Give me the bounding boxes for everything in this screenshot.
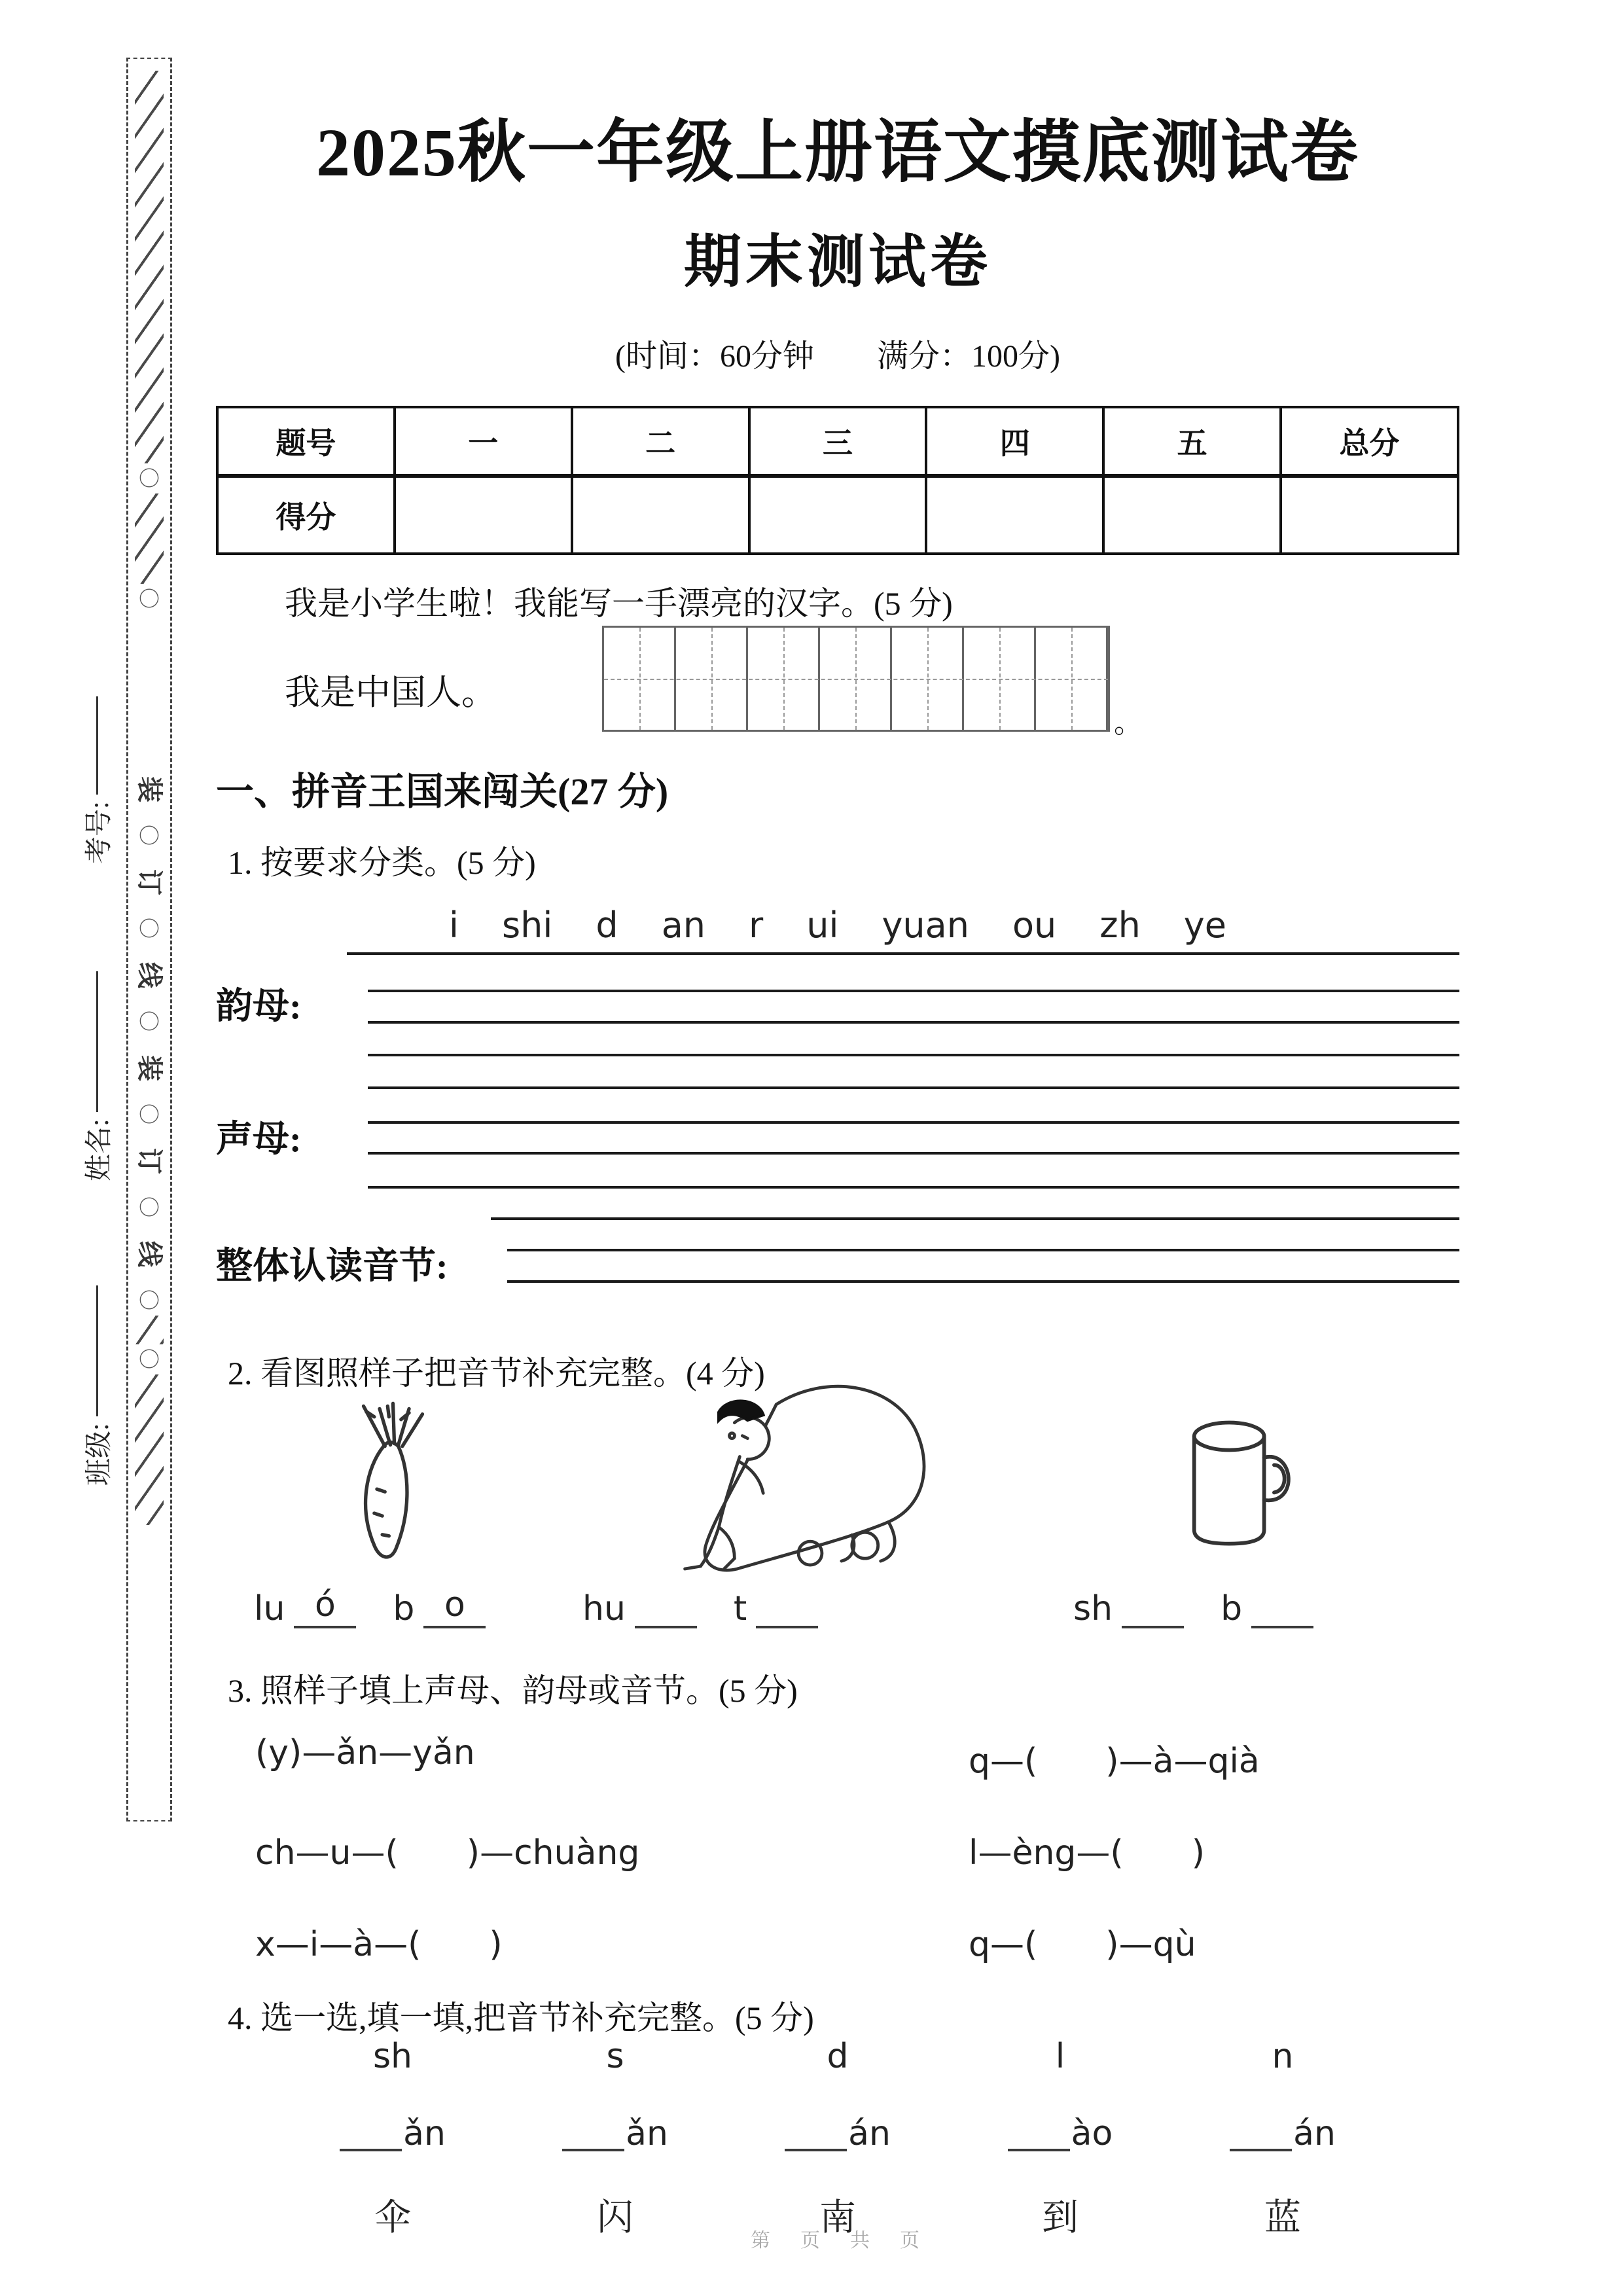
syllable-item: yuan	[882, 905, 969, 946]
q1-label: 1. 按要求分类。(5 分)	[228, 844, 536, 881]
cup-illustration	[1177, 1415, 1314, 1552]
page-footer: 第 页 共 页	[751, 2230, 925, 2251]
binding-circle: 〇	[138, 1288, 160, 1313]
pinyin-text: b	[393, 1589, 415, 1628]
q4-final: ǎn	[281, 2114, 504, 2153]
initials-label: 声母:	[216, 1119, 302, 1160]
q4-final-blank	[340, 2149, 402, 2151]
score-header-cell: 一	[395, 407, 572, 476]
class-line	[96, 1285, 98, 1416]
q4-final-blank	[1008, 2149, 1070, 2151]
whole-syllable-label: 整体认读音节:	[216, 1246, 448, 1287]
field-student-name	[77, 939, 116, 1181]
binding-circle: 〇	[138, 466, 160, 491]
q4-final: ào	[949, 2114, 1171, 2153]
intro-prompt: 我是小学生啦！我能写一手漂亮的汉字。(5 分)	[285, 585, 953, 622]
score-cell	[395, 476, 572, 554]
q4-initial: n	[1272, 2037, 1294, 2076]
answer-line	[368, 990, 1459, 992]
hatch-marks	[135, 1316, 164, 1344]
section-one-heading: 一、拼音王国来闯关(27 分)	[216, 770, 669, 813]
writing-grid	[602, 626, 1110, 732]
binding-char: 线	[135, 962, 164, 988]
pinyin-blank	[1251, 1584, 1313, 1628]
q4-character: 南	[819, 2198, 856, 2238]
hatch-marks	[135, 1374, 164, 1525]
syllable-item: ye	[1183, 905, 1226, 946]
q3-row	[255, 1825, 1433, 1916]
q4-final-blank	[1230, 2149, 1292, 2151]
copy-text: 我是中国人。	[285, 673, 497, 712]
hatch-marks	[135, 71, 164, 463]
pinyin-blank: o	[423, 1584, 486, 1628]
q4-initials-row	[281, 2037, 1394, 2076]
score-table-header-row	[217, 407, 1458, 476]
binding-circle: 〇	[138, 823, 160, 848]
score-cell	[1281, 476, 1458, 554]
grid-midline	[604, 679, 1108, 680]
q3-label: 3. 照样子填上声母、韵母或音节。(5 分)	[228, 1672, 798, 1709]
radish-illustration	[326, 1395, 460, 1572]
pinyin-blank	[635, 1584, 697, 1628]
q3-item: q—( )—qù	[969, 1925, 1196, 1964]
q4-initial: s	[606, 2037, 624, 2076]
binding-circle: 〇	[138, 1347, 160, 1372]
score-header-cell: 三	[749, 407, 927, 476]
q4-initial: d	[827, 2037, 849, 2076]
q4-grid	[281, 2037, 1394, 2241]
q2-group-cup	[1073, 1584, 1313, 1628]
q4-character: 闪	[597, 2198, 633, 2238]
pinyin-text: lu	[254, 1589, 285, 1628]
score-cell	[749, 476, 927, 554]
score-header-cell: 题号	[217, 407, 395, 476]
binding-circle: 〇	[138, 586, 160, 611]
pinyin-blank	[756, 1584, 818, 1628]
class-label: 班级:	[84, 1423, 115, 1486]
page-title: 2025秋一年级上册语文摸底测试卷	[315, 115, 1359, 190]
q4-initial: l	[1055, 2037, 1065, 2076]
answer-line	[507, 1249, 1459, 1251]
finals-label: 韵母:	[216, 986, 302, 1027]
q4-final-blank	[785, 2149, 847, 2151]
score-table-score-row	[217, 476, 1458, 554]
binding-char: 订	[135, 1148, 164, 1174]
hatch-marks	[135, 493, 164, 584]
q2-label: 2. 看图照样子把音节补充完整。(4 分)	[228, 1355, 765, 1391]
q3-item: q—( )—à—qià	[969, 1742, 1260, 1781]
score-header-cell: 二	[572, 407, 749, 476]
slide-illustration	[656, 1360, 963, 1579]
q3-rows	[255, 1733, 1433, 2008]
syllable-item: shi	[502, 905, 553, 946]
q4-final-blank	[562, 2149, 624, 2151]
q4-final: ǎn	[504, 2114, 726, 2153]
q4-finals-row	[281, 2114, 1394, 2153]
student-name-label: 姓名:	[84, 1119, 115, 1181]
binding-strip	[126, 58, 172, 1821]
exam-content	[216, 0, 1459, 2296]
answer-line	[347, 952, 1459, 955]
q4-final: án	[726, 2114, 949, 2153]
syllable-item: d	[596, 905, 618, 946]
syllable-list	[216, 905, 1459, 946]
score-cell	[926, 476, 1103, 554]
q4-character: 蓝	[1264, 2198, 1301, 2238]
q4-initial: sh	[372, 2037, 413, 2076]
binding-char: 装	[135, 776, 164, 802]
exam-no-line	[96, 696, 98, 795]
q2-group-slide	[582, 1584, 818, 1628]
exam-meta: (时间：60分钟 满分：100分)	[615, 339, 1060, 374]
answer-line	[507, 1280, 1459, 1283]
syllable-item: ou	[1012, 905, 1057, 946]
score-header-cell: 四	[926, 407, 1103, 476]
q4-character: 到	[1042, 2198, 1079, 2238]
field-class	[77, 1253, 116, 1486]
syllable-item: an	[661, 905, 706, 946]
q3-row	[255, 1733, 1433, 1825]
pinyin-blank: ó	[294, 1584, 356, 1628]
pinyin-text: b	[1221, 1589, 1243, 1628]
binding-char: 订	[135, 869, 164, 895]
syllable-item: ui	[806, 905, 839, 946]
answer-line	[368, 1054, 1459, 1056]
exam-no-label: 考号:	[84, 801, 115, 864]
score-cell	[572, 476, 749, 554]
binding-circle: 〇	[138, 1102, 160, 1127]
binding-circle: 〇	[138, 1009, 160, 1034]
score-cell	[1103, 476, 1281, 554]
score-header-cell: 总分	[1281, 407, 1458, 476]
pinyin-text: sh	[1073, 1589, 1113, 1628]
page-subtitle: 期末测试卷	[683, 231, 991, 295]
binding-circle: 〇	[138, 1195, 160, 1220]
pinyin-blank	[1122, 1584, 1184, 1628]
q3-item: x—i—à—( )	[255, 1925, 503, 1964]
binding-char: 线	[135, 1241, 164, 1267]
q3-item: l—èng—( )	[969, 1833, 1205, 1873]
answer-line	[491, 1217, 1459, 1220]
binding-char: 装	[135, 1055, 164, 1081]
binding-circle: 〇	[138, 916, 160, 941]
score-table	[216, 406, 1459, 555]
score-row-label: 得分	[217, 476, 395, 554]
answer-line	[368, 1121, 1459, 1124]
pinyin-text: hu	[582, 1589, 626, 1628]
q2-group-radish	[254, 1584, 486, 1628]
grid-period: 。	[1114, 707, 1143, 739]
answer-line	[368, 1152, 1459, 1155]
answer-line	[368, 1186, 1459, 1189]
q3-item: (y)—ǎn—yǎn	[255, 1733, 475, 1772]
syllable-item: zh	[1099, 905, 1141, 946]
pinyin-text: t	[733, 1589, 747, 1628]
q4-final: án	[1171, 2114, 1394, 2153]
answer-line	[368, 1021, 1459, 1024]
score-header-cell: 五	[1103, 407, 1281, 476]
field-exam-no	[77, 674, 116, 864]
syllable-item: i	[449, 905, 459, 946]
answer-line	[368, 1086, 1459, 1089]
q3-item: ch—u—( )—chuàng	[255, 1833, 640, 1873]
q4-label: 4. 选一选,填一填,把音节补充完整。(5 分)	[228, 2000, 814, 2036]
syllable-item: r	[749, 905, 764, 946]
student-name-line	[96, 971, 98, 1112]
q4-character: 伞	[374, 2198, 411, 2238]
